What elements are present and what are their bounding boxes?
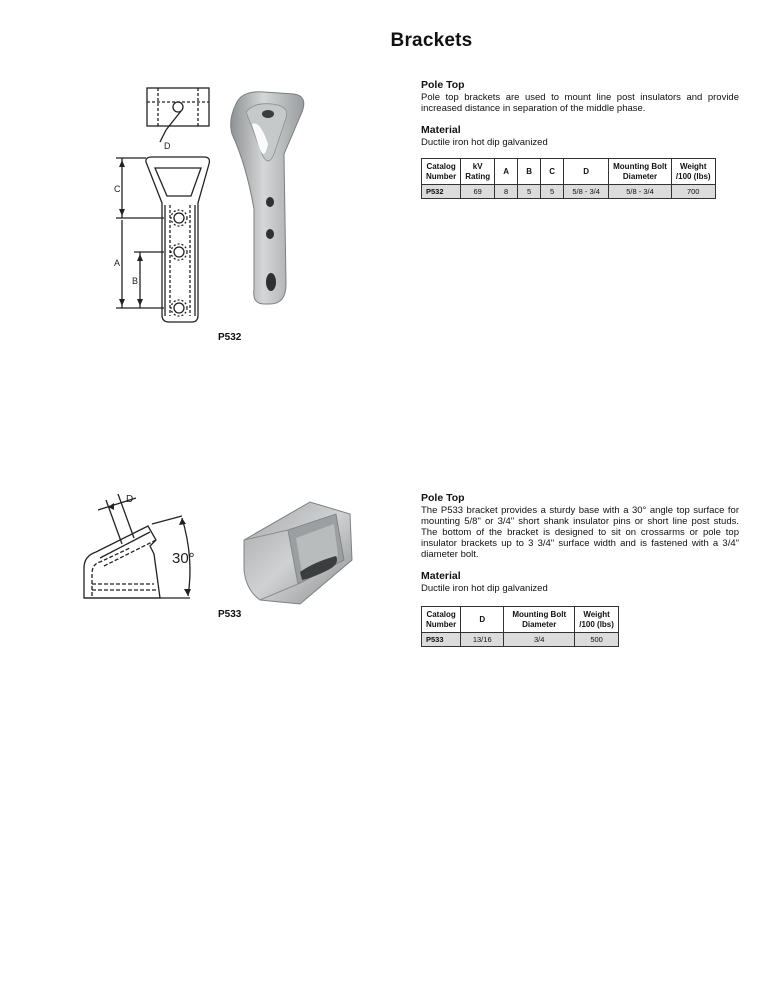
p533-dim-angle: 30° xyxy=(172,550,195,567)
p532-material-heading: Material xyxy=(421,124,461,136)
table-row xyxy=(422,633,619,647)
p532-line-drawing xyxy=(100,80,225,330)
p532-dim-a: A xyxy=(114,258,121,268)
page-title: Brackets xyxy=(390,30,473,51)
cell-c: 5 xyxy=(541,185,564,199)
header-weight: Weight /100 (lbs) xyxy=(575,607,619,633)
header-mounting-bolt: Mounting Bolt Diameter xyxy=(609,159,672,185)
table-header-row xyxy=(422,159,716,185)
p532-heading: Pole Top xyxy=(421,79,465,91)
p533-material: Ductile iron hot dip galvanized xyxy=(421,583,548,594)
p533-material-heading: Material xyxy=(421,570,461,582)
cell-bolt: 5/8 - 3/4 xyxy=(609,185,672,199)
p532-product-photo xyxy=(224,84,314,309)
p532-material: Ductile iron hot dip galvanized xyxy=(421,137,548,148)
p533-caption: P533 xyxy=(218,609,242,620)
p532-spec-table xyxy=(421,158,716,199)
p532-dim-c: C xyxy=(114,184,121,194)
cell-d: 13/16 xyxy=(461,633,504,647)
header-weight: Weight /100 (lbs) xyxy=(671,159,715,185)
p533-product-photo xyxy=(240,500,358,608)
header-kv-rating: kV Rating xyxy=(461,159,495,185)
cell-weight: 700 xyxy=(671,185,715,199)
cell-d: 5/8 - 3/4 xyxy=(564,185,609,199)
p533-line-drawing xyxy=(70,488,210,608)
p533-heading: Pole Top xyxy=(421,492,465,504)
header-c: C xyxy=(541,159,564,185)
header-catalog-number: Catalog Number xyxy=(422,607,461,633)
p532-caption: P532 xyxy=(218,332,242,343)
header-a: A xyxy=(495,159,518,185)
header-d: D xyxy=(461,607,504,633)
table-row xyxy=(422,185,716,199)
header-d: D xyxy=(564,159,609,185)
cell-weight: 500 xyxy=(575,633,619,647)
cell-bolt: 3/4 xyxy=(504,633,575,647)
header-catalog-number: Catalog Number xyxy=(422,159,461,185)
p532-dim-d: D xyxy=(164,141,171,151)
cell-catalog: P533 xyxy=(422,633,461,647)
p533-description: The P533 bracket provides a sturdy base with a 30° angle top surface for mounting 5/8" or 3/4" short shank insulator pins or short line post studs. The bottom of the bracket is designed to sit on crossarms or pole top insulator brackets up to 3 3/4" surface width and is fastened with a 3/4" diameter bolt. xyxy=(421,505,739,560)
p532-text-column xyxy=(421,80,739,199)
cell-b: 5 xyxy=(518,185,541,199)
cell-catalog: P532 xyxy=(422,185,461,199)
table-header-row xyxy=(422,607,619,633)
p533-text-column xyxy=(421,493,739,647)
p533-dim-d: D xyxy=(126,494,134,505)
p532-description: Pole top brackets are used to mount line post insulators and provide increased distance in separation of the middle phase. xyxy=(421,92,739,114)
p533-spec-table xyxy=(421,606,619,647)
cell-a: 8 xyxy=(495,185,518,199)
header-mounting-bolt: Mounting Bolt Diameter xyxy=(504,607,575,633)
p532-dim-b: B xyxy=(132,276,139,286)
cell-kv: 69 xyxy=(461,185,495,199)
header-b: B xyxy=(518,159,541,185)
